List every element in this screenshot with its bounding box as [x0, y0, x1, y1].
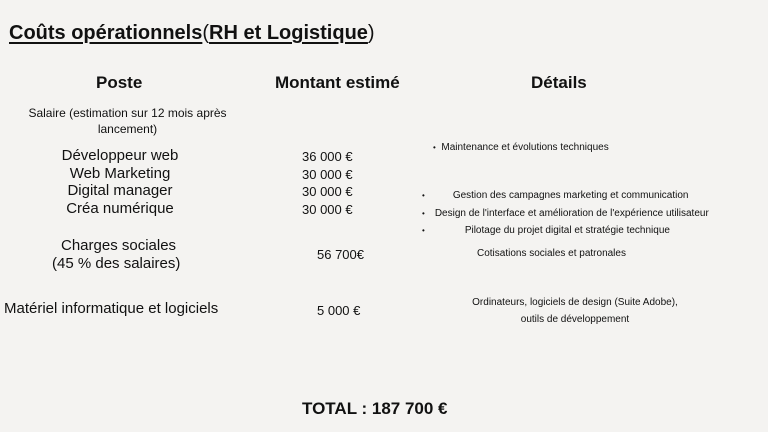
bullet-icon: •: [422, 226, 425, 235]
title-paren-open: (: [202, 22, 210, 44]
bullet-icon: •: [422, 209, 425, 218]
bullet-icon: •: [433, 143, 436, 152]
detail-item: • Gestion des campagnes marketing et communication: [422, 190, 689, 201]
salary-section-label: Salaire (estimation sur 12 mois après lancement): [28, 106, 227, 136]
materiel-detail: Ordinateurs, logiciels de design (Suite Adobe), outils de développement: [472, 297, 678, 325]
charges-detail: Cotisations sociales et patronales: [477, 248, 626, 259]
total-amount: TOTAL : 187 700 €: [302, 399, 448, 418]
detail-item: • Maintenance et évolutions techniques: [433, 142, 609, 153]
role-item: Digital manager: [67, 182, 173, 199]
title-main: Coûts opérationnels: [9, 22, 203, 44]
amount-item: 30 000 €: [302, 184, 353, 199]
amount-item: 30 000 €: [302, 201, 353, 217]
amount-item: 36 000 €: [302, 149, 353, 164]
role-item: Créa numérique: [66, 199, 174, 217]
role-item: Web Marketing: [69, 164, 171, 182]
charges-label-line1: Charges sociales: [61, 237, 177, 254]
materiel-label: Matériel informatique et logiciels: [4, 300, 219, 317]
charges-label-line2: (45 % des salaires): [52, 255, 181, 272]
charges-amount: 56 700€: [317, 247, 364, 262]
role-item: Développeur web: [61, 147, 179, 164]
bullet-icon: •: [422, 191, 425, 200]
page-title: [9, 22, 375, 45]
amount-list: [302, 148, 353, 218]
role-list: [20, 147, 220, 217]
detail-item: • Design de l'interface et amélioration de l'expérience utilisateur: [422, 208, 709, 219]
detail-item: • Pilotage du projet digital et stratégie technique: [422, 225, 670, 236]
charges-label: [52, 237, 180, 273]
materiel-amount: 5 000 €: [317, 303, 361, 318]
header-details: Détails: [531, 73, 587, 92]
title-subtitle: RH et Logistique: [209, 22, 368, 44]
amount-item: 30 000 €: [302, 166, 353, 182]
title-paren-close: ): [367, 22, 375, 44]
header-montant: Montant estimé: [275, 73, 400, 92]
header-poste: Poste: [96, 73, 143, 92]
